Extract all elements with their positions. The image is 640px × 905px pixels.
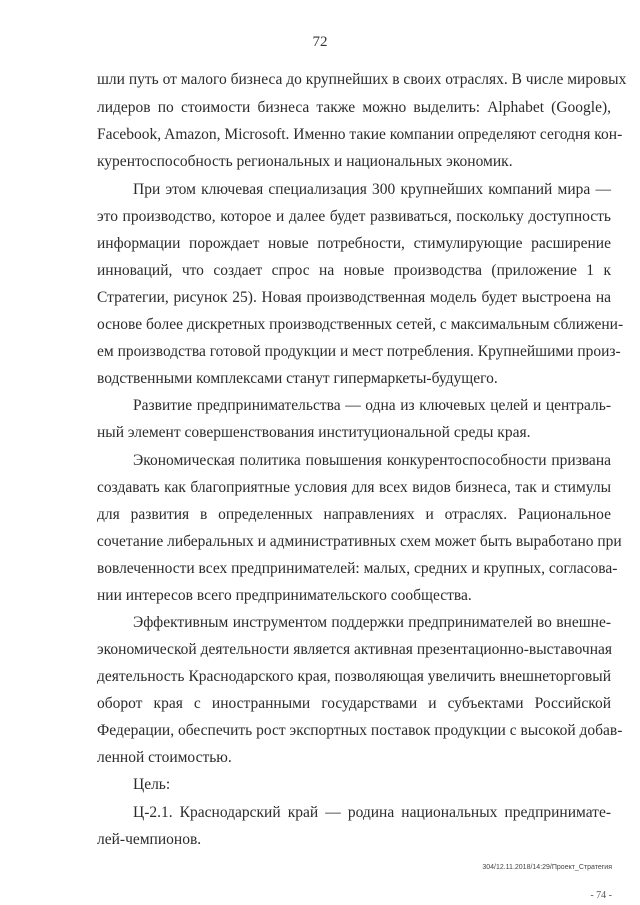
text-line: деятельность Краснодарского края, позволяющая увеличить внешнеторговый [97,668,611,685]
text-line: ленной стоимостью. [97,749,232,766]
text-line: сочетание либеральных и административных схем может быть выработано при [97,533,622,550]
text-line: шли путь от малого бизнеса до крупнейших в своих отраслях. В числе мировых [97,71,627,88]
text-line: оборот края с иностранными государствами и субъектами Российской [97,695,611,712]
text-line: ем производства готовой продукции и мест потребления. Крупнейшими произ- [97,343,621,360]
text-line: инноваций, что создает спрос на новые производства (приложение 1 к [97,262,611,279]
text-line: Эффективным инструментом поддержки предпринимателей во внешне- [133,614,611,631]
text-line: ный элемент совершенствования институциональной среды края. [97,424,531,441]
text-line: Facebook, Amazon, Microsoft. Именно такие компании определяют сегодня кон- [97,126,623,143]
text-line: нии интересов всего предпринимательского сообщества. [97,587,472,604]
text-line: экономической деятельности является активная презентационно-выставочная [97,641,613,658]
text-line: лидеров по стоимости бизнеса также можно выделить: Alphabet (Google), [97,99,611,116]
text-line: Стратегии, рисунок 25). Новая производственная модель будет выстроена на [97,289,611,306]
text-line: основе более дискретных производственных сетей, с максимальным сближени- [97,316,624,333]
text-line: информации порождает новые потребности, стимулирующие расширение [97,235,611,252]
text-line: Федерации, обеспечить рост экспортных поставок продукции с высокой добав- [97,722,623,739]
text-line: вовлеченности всех предпринимателей: малых, средних и крупных, согласова- [97,560,618,577]
text-line: При этом ключевая специализация 300 крупнейших компаний мира — [133,181,611,198]
page-number: 72 [312,34,328,50]
text-line: для развития в определенных направлениях и отраслях. Рациональное [97,506,611,523]
text-line: Развитие предпринимательства — одна из ключевых целей и централь- [133,397,611,414]
text-line: Экономическая политика повышения конкурентоспособности призвана [133,452,611,469]
goal-heading: Цель: [133,776,171,793]
text-line: создавать как благоприятные условия для всех видов бизнеса, так и стимулы [97,479,611,496]
text-line: водственными комплексами станут гипермаркеты-будущего. [97,370,498,387]
footer-stamp: 304/12.11.2018/14:29/Проект_Стратегия [482,864,612,871]
goal-statement: Ц-2.1. Краснодарский край — родина национальных предпринимате- [133,804,611,821]
goal-statement-continued: лей-чемпионов. [97,831,202,848]
text-line: это производство, которое и далее будет развиваться, поскольку доступность [97,208,611,225]
text-line: курентоспособность региональных и национальных экономик. [97,153,513,170]
corner-page-mark: - 74 - [590,890,612,901]
